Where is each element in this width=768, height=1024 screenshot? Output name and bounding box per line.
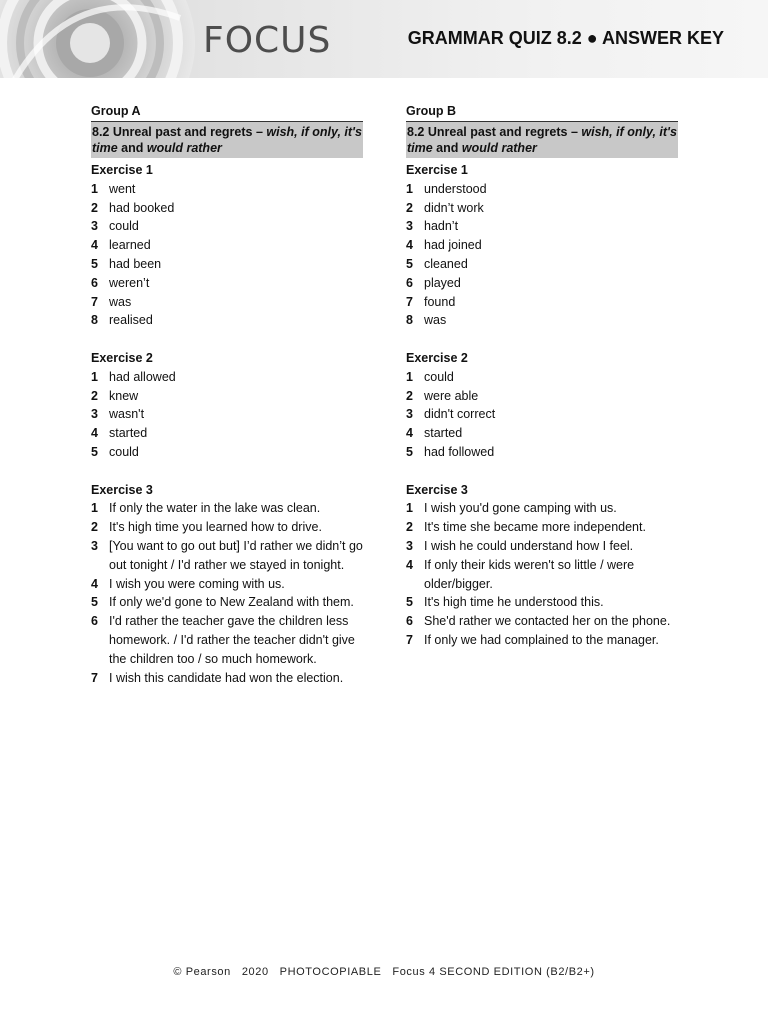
list-item: 1 I wish you'd gone camping with us. — [406, 501, 617, 516]
group-b-column — [406, 104, 678, 669]
focus-logo-text: FOCUS — [203, 20, 332, 61]
page-title: GRAMMAR QUIZ 8.2 ● ANSWER KEY — [407, 28, 724, 48]
list-item: 3 could — [91, 219, 139, 234]
list-item: 8 realised — [91, 313, 153, 328]
exercise-3 — [406, 481, 678, 650]
list-item: 3 I wish he could understand how I feel. — [406, 538, 634, 553]
exercise-1 — [91, 161, 363, 330]
list-item: 5 cleaned — [406, 256, 468, 271]
group-title: Group A — [91, 104, 363, 122]
list-item: 2 It's high time you learned how to drive. — [91, 520, 322, 535]
list-item: 7 I wish this candidate had won the election. — [91, 670, 344, 685]
list-item: 2 had booked — [91, 200, 175, 215]
list-item: 6 I'd rather the teacher gave the children less homework. / I'd rather the teacher didn't give the children too / so much homework. — [91, 614, 355, 666]
list-item: 7 was — [91, 294, 132, 309]
exercise-3 — [91, 481, 363, 688]
list-item: 4 started — [91, 426, 148, 441]
list-item: 5 It's high time he understood this. — [406, 595, 604, 610]
list-item: 2 It's time she became more independent. — [406, 520, 646, 535]
exercise-title: Exercise 2 — [406, 350, 468, 365]
list-item: 5 had followed — [406, 444, 495, 459]
list-item: 4 If only their kids weren't so little / were older/bigger. — [406, 557, 635, 591]
group-title: Group B — [406, 104, 678, 122]
exercise-1 — [406, 161, 678, 330]
list-item: 3 wasn't — [91, 407, 145, 422]
exercise-2 — [91, 349, 363, 462]
group-a-column — [91, 104, 363, 706]
list-item: 5 If only we'd gone to New Zealand with them. — [91, 595, 354, 610]
list-item: 3 didn't correct — [406, 407, 496, 422]
exercise-title: Exercise 1 — [91, 163, 153, 177]
list-item: 2 knew — [91, 388, 139, 403]
topic-banner: 8.2 Unreal past and regrets – wish, if only, it's time and would rather — [406, 122, 678, 158]
list-item: 3 [You want to go out but] I’d rather we didn’t go out tonight / I'd rather we stayed in tonight. — [91, 538, 363, 572]
focus-logo-swirl-icon — [0, 0, 220, 78]
exercise-title: Exercise 2 — [91, 350, 153, 365]
list-item: 4 learned — [91, 238, 151, 253]
list-item: 1 understood — [406, 181, 487, 196]
list-item: 6 weren’t — [91, 275, 150, 290]
list-item: 6 She'd rather we contacted her on the phone. — [406, 614, 671, 629]
list-item: 2 were able — [406, 388, 479, 403]
exercise-2 — [406, 349, 678, 462]
exercise-title: Exercise 3 — [406, 482, 468, 497]
list-item: 4 started — [406, 426, 463, 441]
topic-banner: 8.2 Unreal past and regrets – wish, if only, it's time and would rather — [91, 122, 363, 158]
exercise-title: Exercise 1 — [406, 163, 468, 177]
list-item: 1 If only the water in the lake was clean. — [91, 501, 321, 516]
list-item: 4 I wish you were coming with us. — [91, 576, 285, 591]
list-item: 7 If only we had complained to the manager. — [406, 632, 659, 647]
list-item: 3 hadn’t — [406, 219, 459, 234]
page-footer: © Pearson 2020 PHOTOCOPIABLE Focus 4 SECOND EDITION (B2/B2+) — [173, 966, 595, 978]
list-item: 8 was — [406, 313, 447, 328]
exercise-title: Exercise 3 — [91, 482, 153, 497]
list-item: 4 had joined — [406, 238, 482, 253]
list-item: 7 found — [406, 294, 456, 309]
page-header — [0, 0, 768, 78]
list-item: 5 could — [91, 444, 139, 459]
list-item: 6 played — [406, 275, 461, 290]
list-item: 2 didn’t work — [406, 200, 484, 215]
list-item: 1 went — [91, 181, 136, 196]
list-item: 1 could — [406, 369, 454, 384]
list-item: 1 had allowed — [91, 369, 176, 384]
list-item: 5 had been — [91, 256, 162, 271]
